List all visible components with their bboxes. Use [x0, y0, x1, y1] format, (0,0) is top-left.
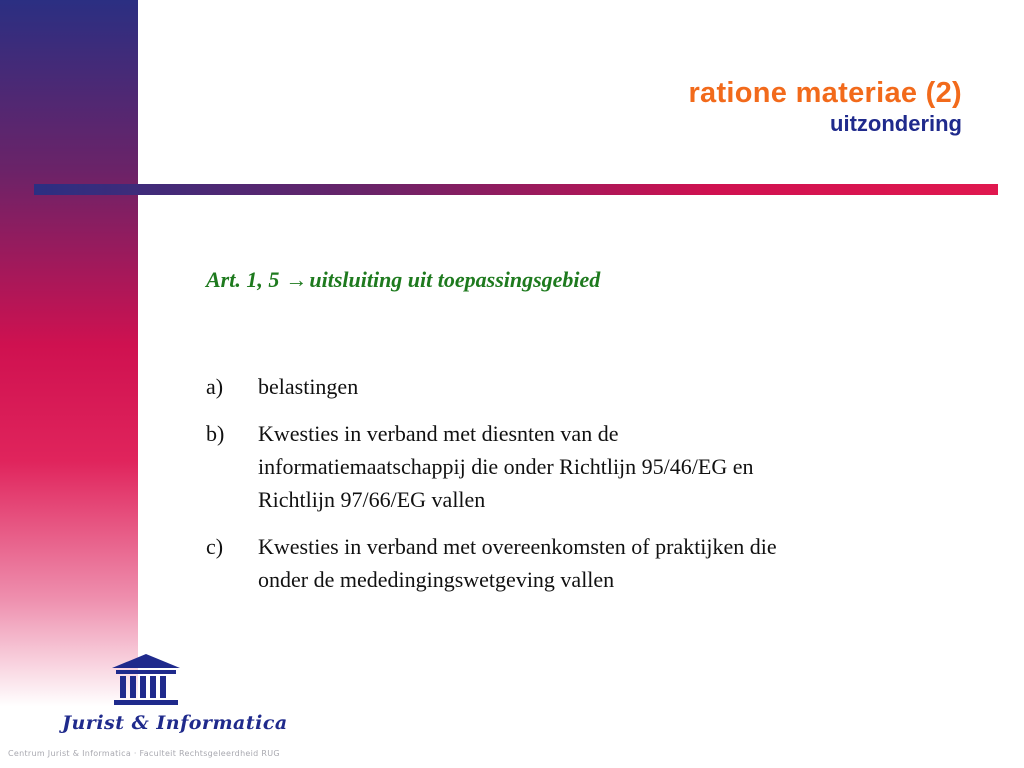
list-item-text: belastingen: [258, 374, 359, 399]
list-item: [206, 530, 826, 596]
footer-text: Centrum Jurist & Informatica · Faculteit Rechtsgeleerdheid RUG: [8, 749, 280, 758]
slide-title: ratione materiae (2): [688, 77, 962, 109]
logo-text: Jurist & Informatica: [62, 712, 288, 734]
intro-prefix: Art. 1, 5: [206, 267, 280, 292]
right-arrow-icon: →: [285, 267, 308, 292]
title-block: [688, 76, 962, 137]
list-marker: c): [206, 534, 224, 559]
building-columns-icon: [110, 652, 182, 708]
slide-subtitle: uitzondering: [830, 111, 962, 136]
jurist-informatica-logo: [60, 652, 288, 744]
list-item: [206, 417, 826, 516]
list-marker: a): [206, 374, 224, 399]
list-marker: b): [206, 421, 225, 446]
intro-text: uitsluiting uit toepassingsgebied: [309, 267, 601, 292]
list-item-text: Kwesties in verband met diesnten van de informatiemaatschappij die onder Richtlijn 95/46/EG en Richtlijn 97/66/EG vallen: [258, 421, 754, 512]
exception-list: [206, 370, 826, 610]
list-item: [206, 370, 826, 403]
intro-line: [206, 266, 600, 294]
list-item-text: Kwesties in verband met overeenkomsten of praktijken die onder de mededingingswetgeving vallen: [258, 534, 777, 592]
title-divider: [34, 184, 998, 195]
